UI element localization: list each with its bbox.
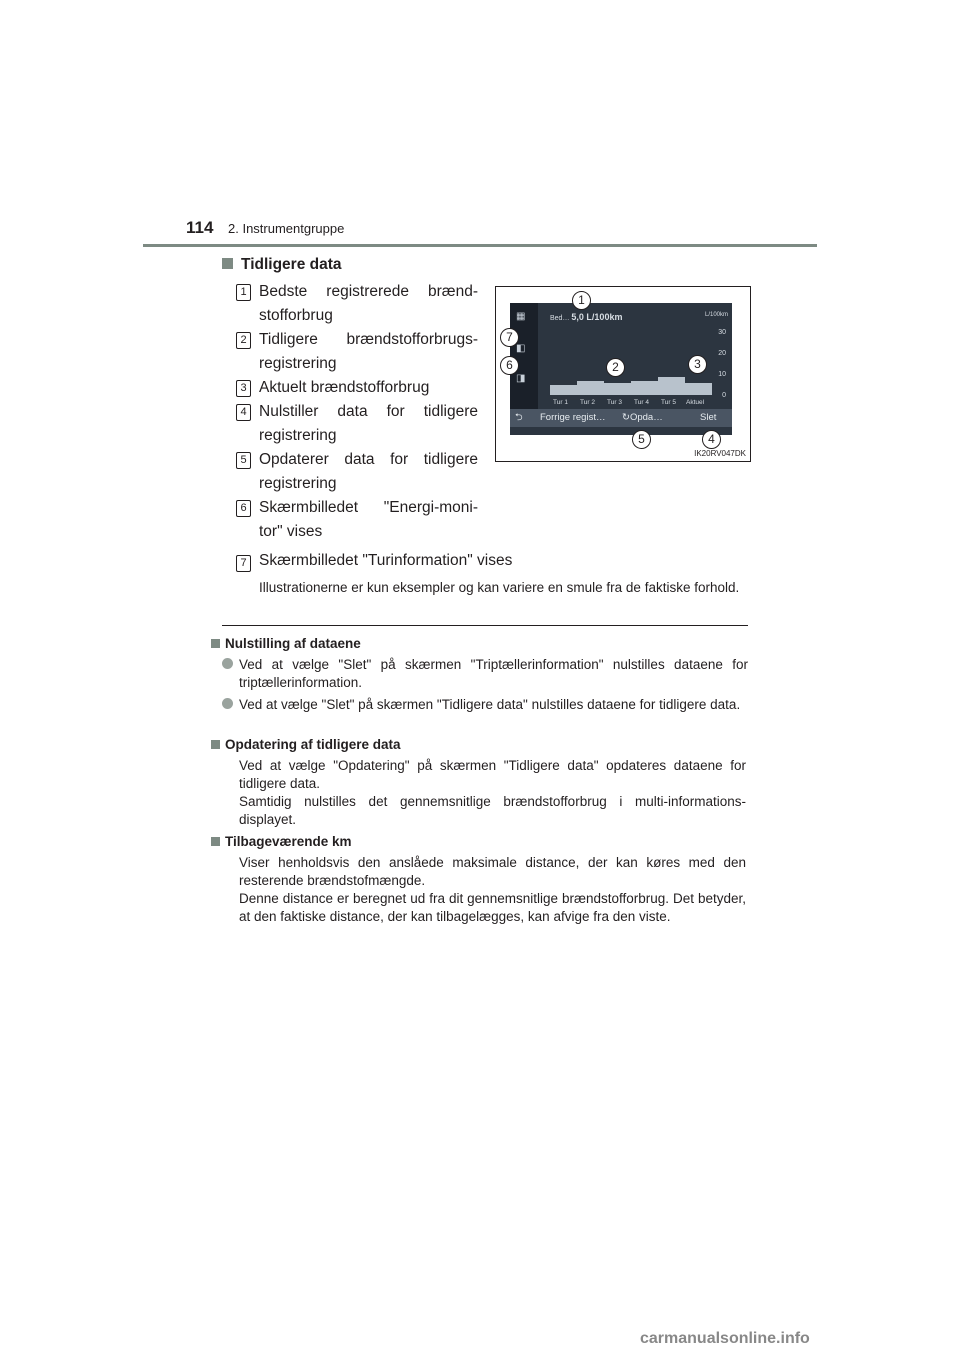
legend-item: [236, 496, 478, 544]
best-value: 5,0 L/100km: [571, 312, 623, 322]
header-divider: [143, 244, 817, 247]
legend-number: 6: [236, 500, 251, 517]
x-label: Tur 5: [661, 399, 676, 406]
y-tick: 20: [718, 350, 726, 357]
callout-3: 3: [688, 355, 707, 374]
update-button[interactable]: ↻Opda…: [622, 412, 663, 423]
previous-record-button[interactable]: Forrige regist…: [540, 412, 606, 423]
bar: [631, 381, 658, 395]
x-label: Tur 1: [553, 399, 568, 406]
legend-number: 7: [236, 555, 251, 572]
square-bullet-icon: [211, 639, 220, 648]
bar: [577, 381, 604, 395]
page-number: 114: [186, 218, 214, 237]
callout-7: 7: [500, 328, 519, 347]
trip-icon: ▦: [516, 311, 526, 322]
square-bullet-icon: [211, 740, 220, 749]
square-bullet-icon: [222, 258, 233, 269]
best-label: Bed… 5,0 L/100km: [550, 312, 623, 322]
bullet-icon: [222, 698, 233, 709]
remaining-paragraph: Viser henholdsvis den anslåede maksimale distance, der kan køres med den resterende brændstofmængde. Denne distance er beregnet ud fra dit gennemsnitlige brændstofforbrug. Det betyder, at den faktiske distance, der kan tilbagelægges, kan afvige fra den viste.: [239, 855, 746, 924]
callout-2: 2: [606, 358, 625, 377]
section-title: [222, 256, 342, 274]
y-tick: 30: [718, 329, 726, 336]
delete-button[interactable]: Slet: [700, 412, 717, 423]
y-tick: 10: [718, 371, 726, 378]
legend-item: [236, 400, 478, 448]
figure-code: IK20RV047DK: [694, 449, 746, 458]
bar: [604, 383, 631, 395]
legend-number: 1: [236, 284, 251, 301]
trip-info-icon: ◧: [516, 343, 526, 354]
legend-item: [236, 280, 478, 328]
legend-item: [236, 376, 478, 400]
bar: [685, 383, 712, 395]
chapter-title: 2. Instrumentgruppe: [228, 221, 345, 236]
legend-number: 5: [236, 452, 251, 469]
reset-bullet-1: Ved at vælge "Slet" på skærmen "Triptællerinformation" nulstilles dataene for triptællerinformation.: [222, 656, 748, 692]
back-button[interactable]: ⮌: [515, 412, 523, 423]
callout-5: 5: [632, 430, 651, 449]
x-label: Tur 2: [580, 399, 595, 406]
legend-number: 3: [236, 380, 251, 397]
energy-monitor-icon: ◨: [516, 373, 526, 384]
section-title-text: Tidligere data: [241, 256, 342, 273]
section-divider: [222, 625, 748, 626]
x-label: Aktuel: [686, 399, 705, 406]
update-heading: Opdatering af tidligere data: [211, 737, 401, 752]
legend-number: 2: [236, 332, 251, 349]
watermark: carmanualsonline.info: [640, 1330, 810, 1347]
x-label: Tur 4: [634, 399, 649, 406]
callout-6: 6: [500, 356, 519, 375]
legend-text: Aktuelt brændstofforbrug: [259, 379, 430, 396]
legend-item: [236, 552, 512, 570]
screen-illustration: [495, 286, 751, 462]
legend-number: 4: [236, 404, 251, 421]
legend-text: Nulstiller data for tidligere registrering: [259, 403, 478, 444]
callout-1: 1: [572, 291, 591, 310]
illustration-note: Illustrationerne er kun eksempler og kan variere en smule fra de faktiske forhold.: [259, 580, 740, 595]
legend-item: [236, 448, 478, 496]
legend-text: Skærmbilledet "Energi-moni-tor" vises: [259, 499, 478, 540]
legend-list: [236, 280, 478, 544]
callout-4: 4: [702, 430, 721, 449]
y-tick: 0: [722, 392, 726, 399]
legend-text: Bedste registrerede brænd-stofforbrug: [259, 283, 478, 324]
unit-label: L/100km: [704, 312, 728, 318]
screen-footer: [510, 409, 732, 427]
bar: [550, 385, 577, 396]
reset-heading: Nulstilling af dataene: [211, 636, 361, 651]
bar: [658, 377, 685, 395]
remaining-heading: Tilbageværende km: [211, 834, 352, 849]
update-paragraph: Ved at vælge "Opdatering" på skærmen "Tidligere data" opdateres dataene for tidligere data. Samtidig nulstilles det gennemsnitlige brændstofforbrug i multi-informations-displayet.: [239, 758, 746, 827]
legend-text: Tidligere brændstofforbrugs-registrering: [259, 331, 478, 372]
bullet-icon: [222, 658, 233, 669]
reset-bullet-2: Ved at vælge "Slet" på skærmen "Tidligere data" nulstilles dataene for tidligere data.: [222, 696, 748, 714]
x-label: Tur 3: [607, 399, 622, 406]
legend-item: [236, 328, 478, 376]
legend-text: Skærmbilledet "Turinformation" vises: [259, 552, 513, 569]
legend-text: Opdaterer data for tidligere registrering: [259, 451, 478, 492]
square-bullet-icon: [211, 837, 220, 846]
